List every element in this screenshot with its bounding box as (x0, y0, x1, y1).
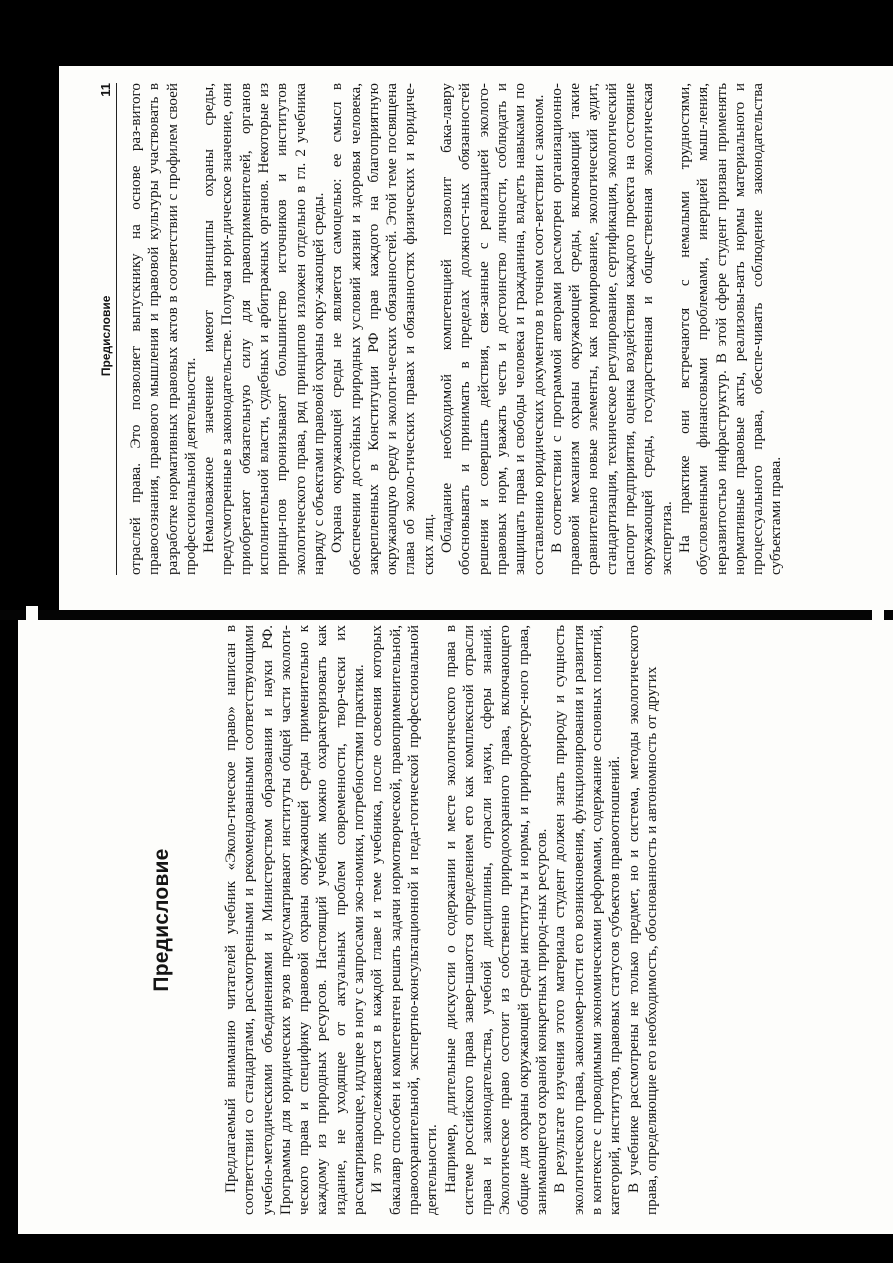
paragraph: В соответствии с программой авторами рассмотрен организационно-правовой механизм охраны окружающей среды, включающий такие сравнительно новые элементы, как нормирование, экологический аудит, стандартизация, техническое регулирование, сертификация, экологический паспорт предприятия, оценка воздействия каждого проекта на состояние окружающей среды, государственная и обще-ственная экологическая экспертиза. (547, 83, 675, 575)
page-eleven (98, 83, 830, 575)
paragraph: Немаловажное значение имеют принципы охраны среды, предусмотренные в законодательстве. Получая юри-дическое значение, они приобретают обязательную силу для правоприменителей, органов исполнительной власти, судебных и арбитражных органов. Некоторые из принци-пов пронизывают большинство источников и институтов экологического права, ряд принципов изложен отдельно в гл. 2 учебника наряду с объектами правовой охраны окру-жающей среды. (200, 83, 327, 575)
paragraph: Предлагаемый вниманию читателей учебник «Эколо-гическое право» написан в соответствии со стандартами, рассмотренными и рекомендованными соответствующими учебно-методическими объединениями и Министерством образования и науки РФ. Программы для юридических вузов предусматривают институты общей части экологи-ческого права и специфику правовой охраны окружающей среды применительно к каждому из природных ресурсов. Настоящий учебник можно охарактеризовать как издание, не уходящее от актуальных проблем современности, твор-чески их рассматривающее, идущее в ногу с запросами эко-номики, потребностями практики. (222, 625, 368, 1215)
paragraph: Например, длительные дискуссии о содержании и месте экологического права в системе российского права завер-шаются определением его как комплексной отрасли права и законодательства, учебной дисциплины, отрасли науки, сферы знаний. Экологическое право состоит из собственно природоохранного права, включающего общие для охраны окружающей среды институты и нормы, и природоресурс-ного права, занимающегося охраной конкретных природ-ных ресурсов. (441, 625, 551, 1215)
page-corner-mark (26, 606, 38, 628)
page-preface-start (54, 625, 834, 1215)
running-head (98, 83, 117, 575)
book-gutter (0, 610, 893, 620)
paragraph: В результате изучения этого материала студент должен знать природу и сущность экологического права, закономер-ности его возникновения, функционирования и развития в контексте с проводимыми экономическими реформами, содержание основных понятий, категорий, институтов, правовых статусов субъектов правоотношений. (551, 625, 624, 1215)
paragraph: Обладание необходимой компетенцией позволит бака-лавру обосновывать и принимать в пределах должност-ных обязанностей решения и совершать действия, свя-занные с реализацией эколого-правовых норм, уважать честь и достоинство личности, соблюдать и защищать права и свободы человека и гражданина, владеть навыками по составлению юридических документов в точном соот-ветствии с законом. (438, 83, 547, 575)
paragraph: отраслей права. Это позволяет выпускнику на основе раз-витого правосознания, правового мышления и правовой культуры участвовать в разработке нормативных правовых актов в соответствии с профилем своей профессиональной деятельности. (127, 83, 199, 575)
paragraph: И это прослеживается в каждой главе и теме учебника, после освоения которых бакалавр способен и компетентен решать задачи нормотворческой, правоприменительной, правоохранительной, экспертно-консультационной и педа-гогической профессиональной деятельности. (368, 625, 441, 1215)
paragraph: Охрана окружающей среды не является самоцелью: ее смысл в обеспечении достойных природных условий жизни и здоровья человека, закрепленных в Конституции РФ прав каждого на благоприятную окружающую среду и экологи-ческих обязанностей. Этой теме посвящена глава об эколо-гических правах и обязанностях физических и юридиче-ских лиц. (328, 83, 437, 575)
paragraph: На практике они встречаются с немалыми трудностями, обусловленными финансовыми проблемами, инерцией мыш-ления, неразвитостью инфраструктур. В этой сфере студент призван применять нормативные правовые акты, реализовы-вать нормы материального и процессуального права, обеспе-чивать соблюдение законодательства субъектами права. (675, 83, 785, 575)
running-head-title: Предисловие (99, 295, 113, 377)
chapter-title: Предисловие (150, 848, 173, 992)
page-number: 11 (98, 83, 113, 97)
paragraph: В учебнике рассмотрены не только предмет, но и система, методы экологического права, определяющие его необходимость, обоснованность и автономность от других (624, 625, 660, 1215)
page-corner-mark (872, 598, 884, 620)
